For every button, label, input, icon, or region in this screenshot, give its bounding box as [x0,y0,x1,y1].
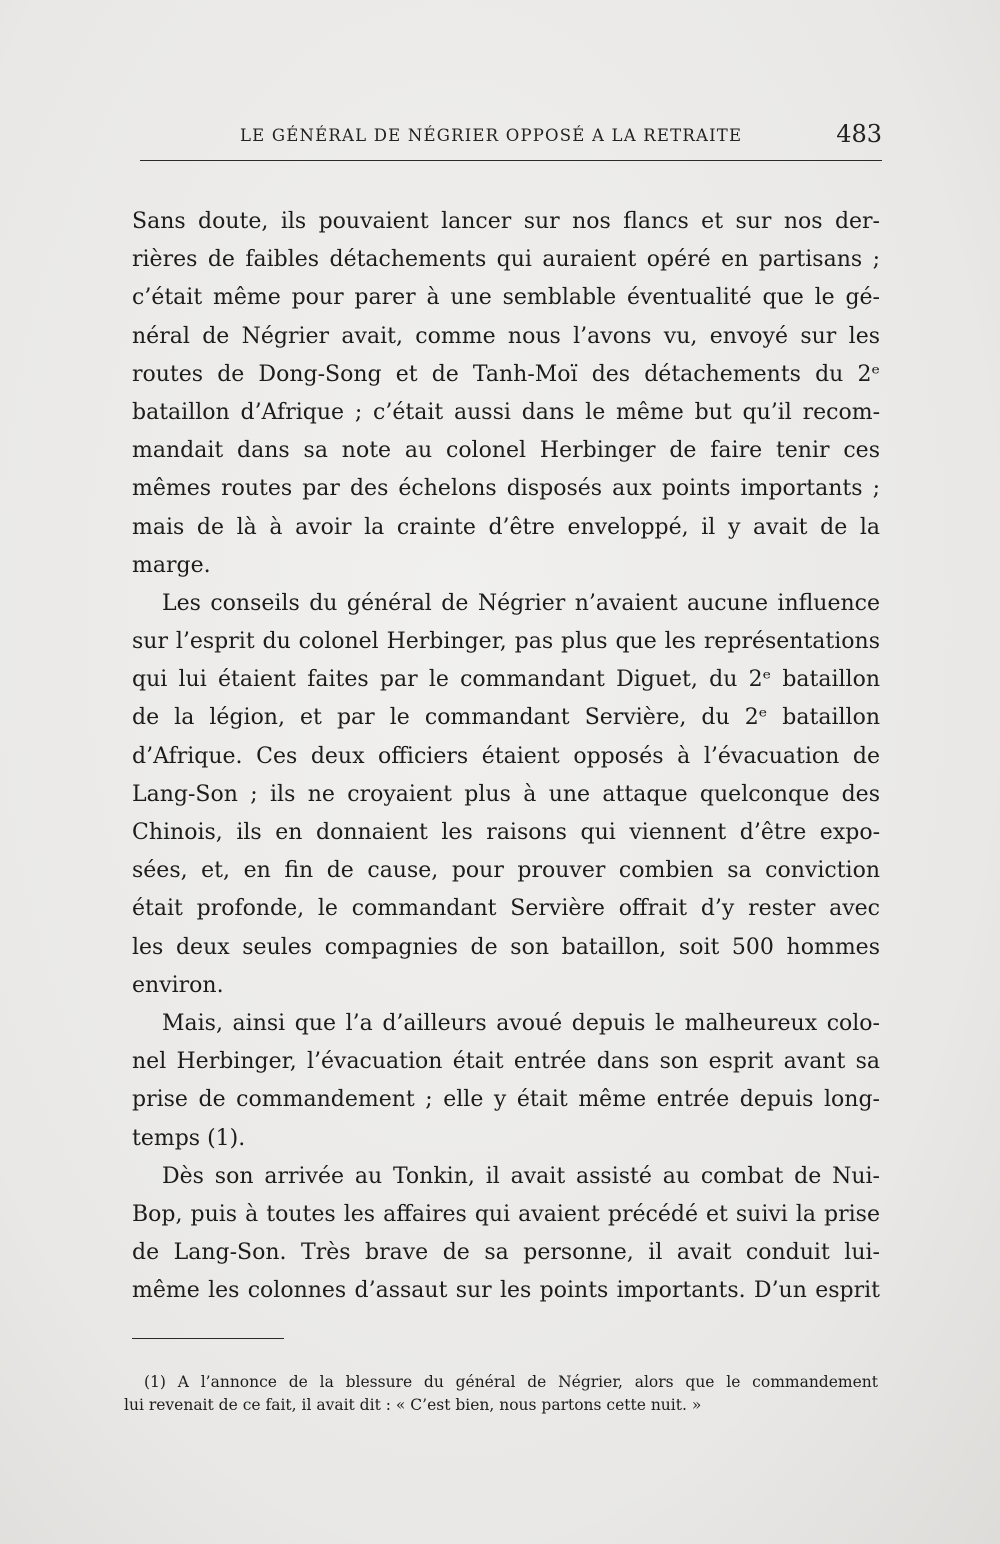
footnote [124,1371,878,1417]
text-line: nel Herbinger, l’évacuation était entrée dans son esprit avant sa [132,1049,880,1075]
text-line: mêmes routes par des échelons disposés aux points importants ; [132,476,880,502]
text-line: marge. [132,552,211,578]
text-line: mandait dans sa note au colonel Herbinger de faire tenir ces [132,438,880,464]
text-line: mais de là à avoir la crainte d’être enveloppé, il y avait de la [132,514,880,540]
text-line: sées, et, en fin de cause, pour prouver combien sa conviction [132,858,880,884]
text-line: Sans doute, ils pouvaient lancer sur nos flancs et sur nos der- [132,209,880,234]
text-line: Bop, puis à toutes les affaires qui avaient précédé et suivi la prise [132,1201,880,1227]
running-title: LE GÉNÉRAL DE NÉGRIER OPPOSÉ A LA RETRAITE [240,126,743,145]
text-line: de la légion, et par le commandant Servière, du 2ᵉ bataillon [132,705,880,731]
text-line: Dès son arrivée au Tonkin, il avait assisté au combat de Nui- [162,1163,880,1189]
text-line: Chinois, ils en donnaient les raisons qui viennent d’être expo- [132,820,880,845]
text-line: temps (1). [132,1125,246,1151]
text-line: était profonde, le commandant Servière offrait d’y rester avec [132,896,880,922]
text-line: rières de faibles détachements qui auraient opéré en partisans ; [132,247,880,273]
text-line: d’Afrique. Ces deux officiers étaient opposés à l’évacuation de [132,743,880,769]
page-number: 483 [836,120,882,148]
footnote-line: lui revenait de ce fait, il avait dit : « C’est bien, nous partons cette nuit. » [124,1396,702,1414]
text-line: même les colonnes d’assaut sur les points importants. D’un esprit [132,1278,880,1304]
text-line: néral de Négrier avait, comme nous l’avons vu, envoyé sur les [132,323,880,349]
text-line: sur l’esprit du colonel Herbinger, pas plus que les représentations [132,629,880,655]
text-line: de Lang-Son. Très brave de sa personne, il avait conduit lui- [132,1240,880,1266]
text-line: prise de commandement ; elle y était même entrée depuis long- [132,1087,880,1113]
text-line: c’était même pour parer à une semblable éventualité que le gé- [132,285,880,311]
text-line: bataillon d’Afrique ; c’était aussi dans le même but qu’il recom- [132,399,880,425]
footnote-rule [132,1338,284,1339]
text-line: qui lui étaient faites par le commandant Diguet, du 2ᵉ bataillon [132,667,880,693]
footnote-line: (1) A l’annonce de la blessure du général de Négrier, alors que le commandement [144,1373,878,1391]
header-rule [140,160,882,161]
page-header [140,120,882,160]
text-line: Les conseils du général de Négrier n’avaient aucune influence [162,590,880,616]
text-line: Mais, ainsi que l’a d’ailleurs avoué depuis le malheureux colo- [162,1010,880,1036]
body-text [132,203,880,1310]
text-line: Lang-Son ; ils ne croyaient plus à une attaque quelconque des [132,781,880,807]
text-line: environ. [132,972,224,998]
text-line: les deux seules compagnies de son bataillon, soit 500 hommes [132,934,880,960]
text-line: routes de Dong-Song et de Tanh-Moï des détachements du 2ᵉ [132,361,880,387]
